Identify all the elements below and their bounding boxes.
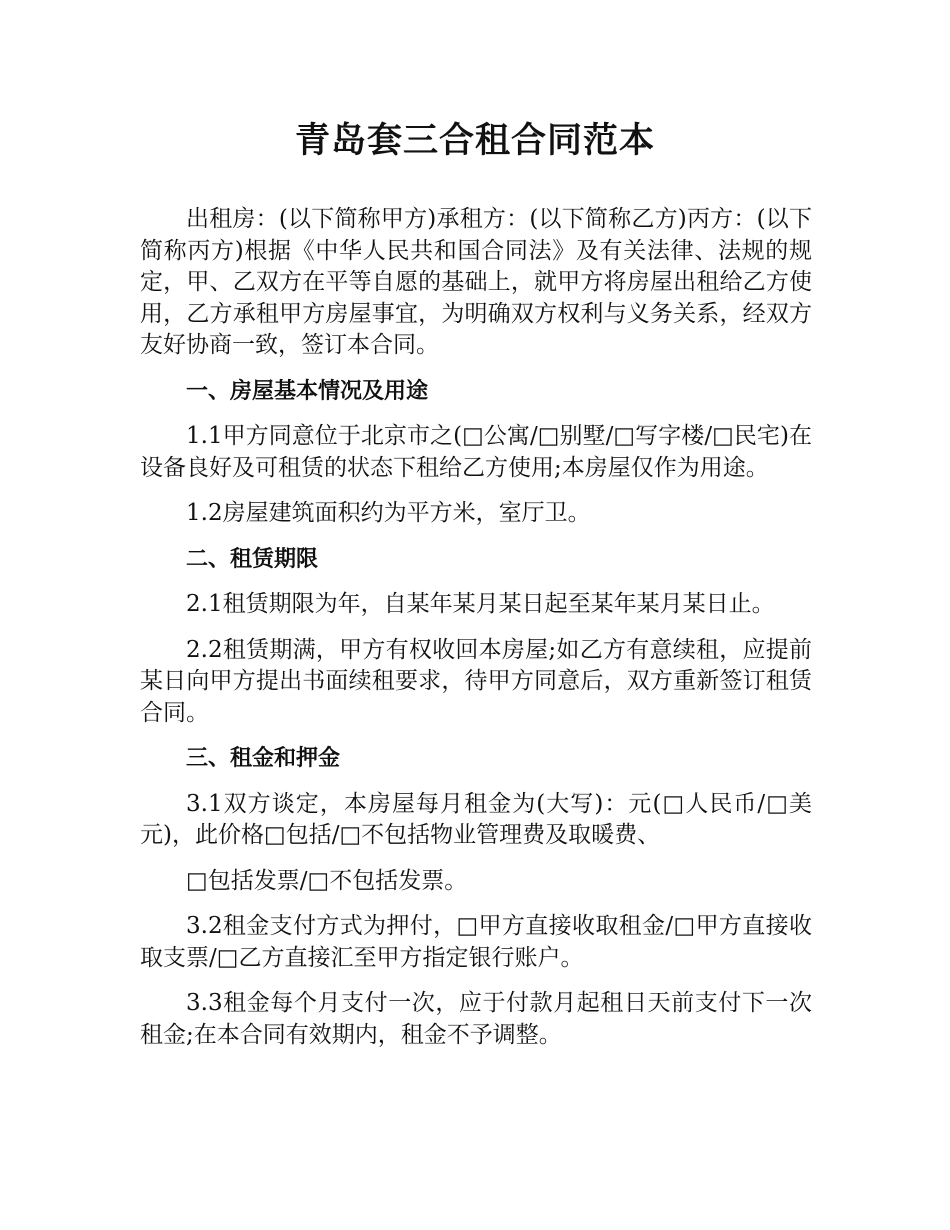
page-title: 青岛套三合租合同范本 (294, 121, 655, 161)
clause-3-3: 3.3租金每个月支付一次，应于付款月起租日天前支付下一次租金;在本合同有效期内，租金不予调整。 (140, 990, 812, 1048)
clause-3-2: 3.2租金支付方式为押付，□甲方直接收取租金/□甲方直接收取支票/□乙方直接汇至甲方指定银行账户。 (140, 913, 812, 971)
clause-1-2: 1.2房屋建筑面积约为平方米，室厅卫。 (186, 500, 591, 526)
preamble-paragraph: 出租房：(以下简称甲方)承租方：(以下简称乙方)丙方：(以下简称丙方)根据《中华人民共和国合同法》及有关法律、法规的规定，甲、乙双方在平等自愿的基础上，就甲方将房屋出租给乙方使用，乙方承租甲方房屋事宜，为明确双方权利与义务关系，经双方友好协商一致，签订本合同。 (140, 206, 812, 358)
clause-2-2: 2.2租赁期满，甲方有权收回本房屋;如乙方有意续租，应提前某日向甲方提出书面续租要求，待甲方同意后，双方重新签订租赁合同。 (140, 636, 812, 726)
clause-3-1-continuation: □包括发票/□不包括发票。 (186, 867, 468, 894)
clause-2-1: 2.1租赁期限为年，自某年某月某日起至某年某月某日止。 (186, 591, 775, 617)
clause-3-1: 3.1双方谈定，本房屋每月租金为(大写)：元(□人民币/□美元)，此价格□包括/□不包括物业管理费及取暖费、 (140, 790, 812, 848)
document-body (140, 204, 812, 1065)
section-heading-1: 一、房屋基本情况及用途 (186, 378, 429, 404)
clause-1-1: 1.1甲方同意位于北京市之(□公寓/□别墅/□写字楼/□民宅)在设备良好及可租赁的状态下租给乙方使用;本房屋仅作为用途。 (140, 423, 812, 481)
section-heading-3: 三、租金和押金 (186, 746, 341, 771)
section-heading-2: 二、租赁期限 (186, 546, 319, 572)
